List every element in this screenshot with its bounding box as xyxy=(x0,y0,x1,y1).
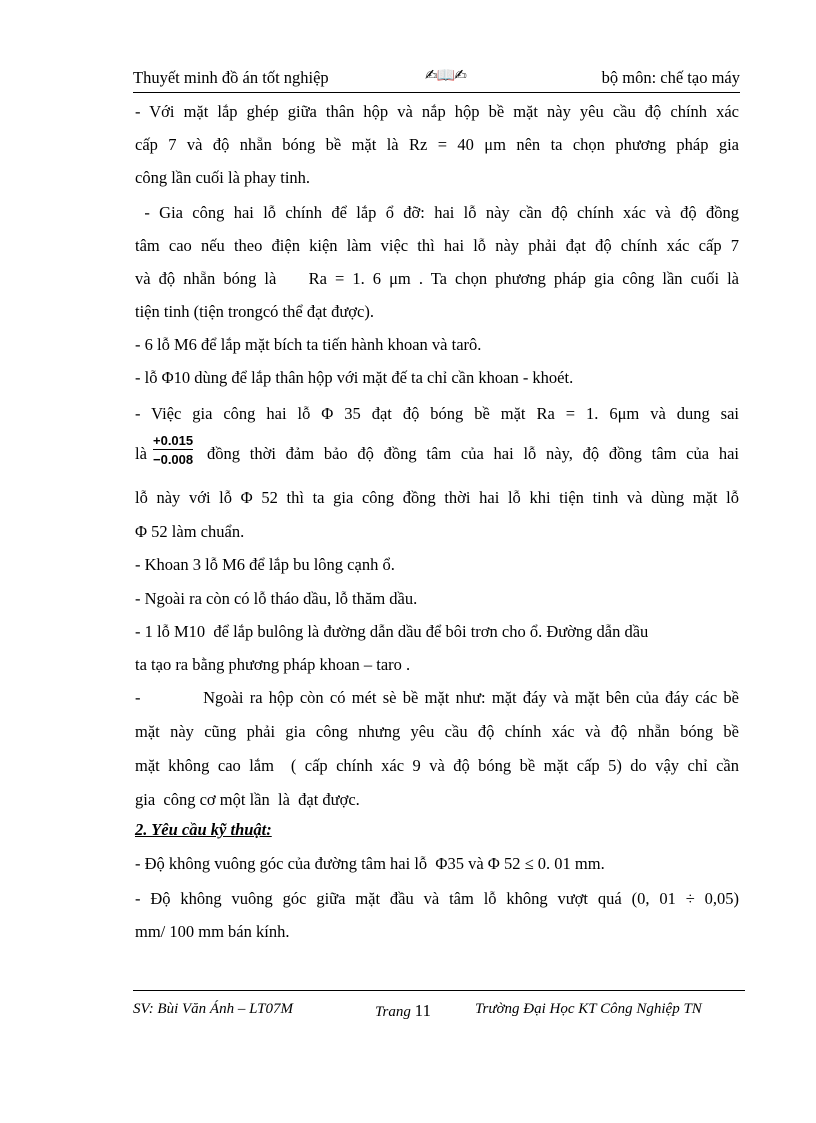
footer-divider xyxy=(133,990,745,991)
body-line: - Với mặt lắp ghép giữa thân hộp và nắp hộp bề mặt này yêu cầu độ chính xác xyxy=(135,102,739,121)
body-line: cấp 7 và độ nhẵn bóng bề mặt là Rz = 40 μm nên ta chọn phương pháp gia xyxy=(135,135,739,154)
body-line: Φ 52 làm chuẩn. xyxy=(135,522,245,541)
la-prefix: là xyxy=(135,444,147,463)
body-line: - 1 lỗ M10 để lắp bulông là đường dẫn dầu để bôi trơn cho ổ. Đường dẫn dầu xyxy=(135,622,649,641)
body-line: công lần cuối là phay tinh. xyxy=(135,168,311,187)
body-line: ta tạo ra bằng phương pháp khoan – taro . xyxy=(135,655,411,674)
body-line: mặt không cao lắm ( cấp chính xác 9 và độ bóng bề mặt cấp 5) do vậy chỉ cần xyxy=(135,756,739,775)
body-line: tiện tinh (tiện trongcó thể đạt được). xyxy=(135,302,374,321)
tolerance-upper: +0.015 xyxy=(153,433,194,448)
footer-page xyxy=(375,1001,431,1021)
header-title: Thuyết minh đồ án tốt nghiệp xyxy=(133,68,329,87)
body-line: mặt này cũng phải gia công nhưng yêu cầu độ chính xác và độ nhẵn bóng bề xyxy=(135,722,739,741)
body-line: - Ngoài ra còn có lỗ tháo dầu, lỗ thăm dầu. xyxy=(135,589,418,608)
body-line: - Độ không vuông góc của đường tâm hai lỗ Φ35 và Φ 52 ≤ 0. 01 mm. xyxy=(135,854,605,873)
body-line: - lỗ Φ10 dùng để lắp thân hộp với mặt đế ta chỉ cần khoan - khoét. xyxy=(135,368,574,387)
body-line: - Ngoài ra hộp còn có mét sè bề mặt như: mặt đáy và mặt bên của đáy các bề xyxy=(135,688,739,707)
body-line: tâm cao nếu theo điện kiện làm việc thì hai lỗ này phải đạt độ chính xác cấp 7 xyxy=(135,236,739,255)
body-line: - Việc gia công hai lỗ Φ 35 đạt độ bóng bề mặt Ra = 1. 6μm và dung sai xyxy=(135,404,739,423)
footer-school: Trường Đại Học KT Công Nghiệp TN xyxy=(475,1001,702,1017)
body-line: - Gia công hai lỗ chính để lắp ổ đỡ: hai lỗ này cần độ chính xác và độ đồng xyxy=(135,203,739,222)
footer-student: SV: Bùi Văn Ánh – LT07M xyxy=(133,1001,293,1017)
tolerance-fraction xyxy=(153,434,193,466)
book-ornament-icon: ✍📖✍ xyxy=(425,66,466,84)
body-line: lỗ này với lỗ Φ 52 thì ta gia công đồng thời hai lỗ khi tiện tinh và dùng mặt lỗ xyxy=(135,488,739,507)
body-line: đồng thời đảm bảo độ đồng tâm của hai lỗ này, độ đồng tâm của hai xyxy=(207,444,739,463)
body-line: - Khoan 3 lỗ M6 để lắp bu lông cạnh ổ. xyxy=(135,555,395,574)
section-heading: 2. Yêu cầu kỹ thuật: xyxy=(135,820,272,839)
header-department: bộ môn: chế tạo máy xyxy=(601,68,740,87)
body-line: - 6 lỗ M6 để lắp mặt bích ta tiến hành khoan và tarô. xyxy=(135,335,482,354)
body-line: và độ nhẵn bóng là Ra = 1. 6 μm . Ta chọn phương pháp gia công lần cuối là xyxy=(135,269,739,288)
page-label: Trang xyxy=(375,1004,411,1020)
page-number: 11 xyxy=(414,1001,431,1020)
body-line: mm/ 100 mm bán kính. xyxy=(135,922,290,941)
body-line: gia công cơ một lần là đạt được. xyxy=(135,790,360,809)
tolerance-lower: −0.008 xyxy=(153,452,194,467)
body-line: - Độ không vuông góc giữa mặt đầu và tâm lỗ không vượt quá (0, 01 ÷ 0,05) xyxy=(135,889,739,908)
page-header xyxy=(133,66,740,93)
